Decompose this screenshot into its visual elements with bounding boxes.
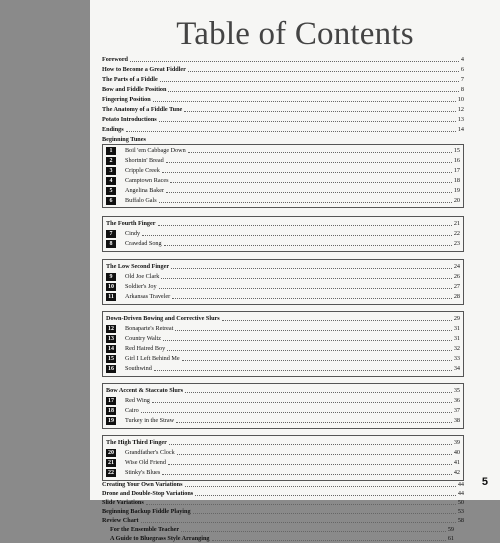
tune-entry: 2 Shortnin' Bread 16	[106, 155, 460, 165]
toc-entry: A Guide to Bluegrass Style Arranging 61	[110, 535, 454, 542]
tune-entry: 9 Old Joe Clark 26	[106, 271, 460, 281]
tune-number-badge: 7	[106, 230, 116, 238]
tune-number-badge: 13	[108, 336, 114, 342]
toc-entry: The High Third Finger 39	[106, 439, 460, 446]
tune-number-badge: 21	[108, 460, 114, 466]
toc-entry: Slide Variations 50	[102, 499, 464, 506]
tune-entry: 6 Buffalo Gals 20	[106, 195, 460, 205]
tune-entry: 11 Arkansas Traveler 28	[106, 291, 460, 301]
toc-entry: Fingering Position 10	[102, 96, 464, 103]
toc-entry: Bow and Fiddle Position 8	[102, 86, 464, 93]
tune-number-badge: 10	[108, 284, 114, 290]
tune-entry: 22 Stinky's Blues 42	[108, 469, 460, 476]
tune-entry: 3 Cripple Creek 17	[106, 165, 460, 175]
tune-number-badge: 22	[108, 470, 114, 476]
tune-entry: 18 Cairo 37	[108, 407, 460, 414]
toc-section-heading: Beginning Tunes	[102, 136, 146, 143]
tune-number-badge: 17	[108, 398, 114, 404]
toc-entry: Drone and Double-Stop Variations 44	[102, 490, 464, 497]
tune-entry: 4 Camptown Races 18	[106, 175, 460, 185]
tune-number-badge: 18	[108, 408, 114, 414]
tune-number-badge: 16	[108, 366, 114, 372]
tune-entry: 15 Girl I Left Behind Me 33	[108, 355, 460, 362]
tune-entry: 8 Crawdad Song 23	[106, 238, 460, 248]
document-page	[90, 0, 500, 542]
tune-number-badge: 20	[108, 450, 114, 456]
toc-entry: The Low Second Finger 24	[106, 263, 460, 270]
toc-entry: For the Ensemble Teacher 59	[110, 526, 454, 533]
toc-entry: The Fourth Finger 21	[106, 220, 460, 227]
tune-number-badge: 2	[106, 157, 116, 165]
tune-number-badge: 19	[108, 418, 114, 424]
toc-entry: Bow Accent & Staccato Slurs 35	[106, 387, 460, 394]
tune-number-badge: 5	[106, 187, 116, 195]
tune-number-badge: 11	[106, 293, 116, 301]
tune-entry: 12 Bonaparte's Retreat 31	[108, 325, 460, 332]
toc-entry: How to Become a Great Fiddler 6	[102, 66, 464, 73]
tune-entry: 20 Grandfather's Clock 40	[108, 449, 460, 456]
toc-entry: Beginning Backup Fiddle Playing 53	[102, 508, 464, 515]
tune-entry: 7 Cindy 22	[106, 228, 460, 238]
toc-entry: The Parts of a Fiddle 7	[102, 76, 464, 83]
tune-entry: 13 Country Waltz 31	[108, 335, 460, 342]
toc-entry: Review Chart 58	[102, 517, 464, 524]
tune-number-badge: 6	[106, 197, 116, 205]
tune-entry: 16 Southwind 34	[108, 365, 460, 372]
tune-entry: 14 Red Haired Boy 32	[108, 345, 460, 352]
tune-number-badge: 8	[106, 240, 116, 248]
tune-entry: 5 Angelina Baker 19	[106, 185, 460, 195]
page-number: 5	[481, 476, 488, 488]
toc-entry: Potato Introductions 13	[102, 116, 464, 123]
tune-number-badge: 9	[106, 273, 116, 281]
toc-entry: Foreword 4	[102, 56, 464, 63]
tune-number-badge: 4	[106, 177, 116, 185]
toc-entry: The Anatomy of a Fiddle Tune 12	[102, 106, 464, 113]
tune-entry: 19 Turkey in the Straw 38	[108, 417, 460, 424]
tune-number-badge: 14	[108, 346, 114, 352]
tune-number-badge: 15	[108, 356, 114, 362]
toc-entry: Creating Your Own Variations 44	[102, 481, 464, 488]
toc-entry: Endings 14	[102, 126, 464, 133]
tune-number-badge: 12	[108, 326, 114, 332]
tune-entry: 1 Boil 'em Cabbage Down 15	[106, 145, 460, 155]
tune-number-badge: 3	[106, 167, 116, 175]
page-title: Table of Contents	[176, 16, 414, 52]
tune-entry: 17 Red Wing 36	[108, 397, 460, 404]
toc-entry: Down-Driven Bowing and Corrective Slurs 29	[106, 315, 460, 322]
tune-entry: 21 Wise Old Friend 41	[108, 459, 460, 466]
tune-entry: 10 Soldier's Joy 27	[108, 283, 460, 290]
tune-number-badge: 1	[106, 147, 116, 155]
